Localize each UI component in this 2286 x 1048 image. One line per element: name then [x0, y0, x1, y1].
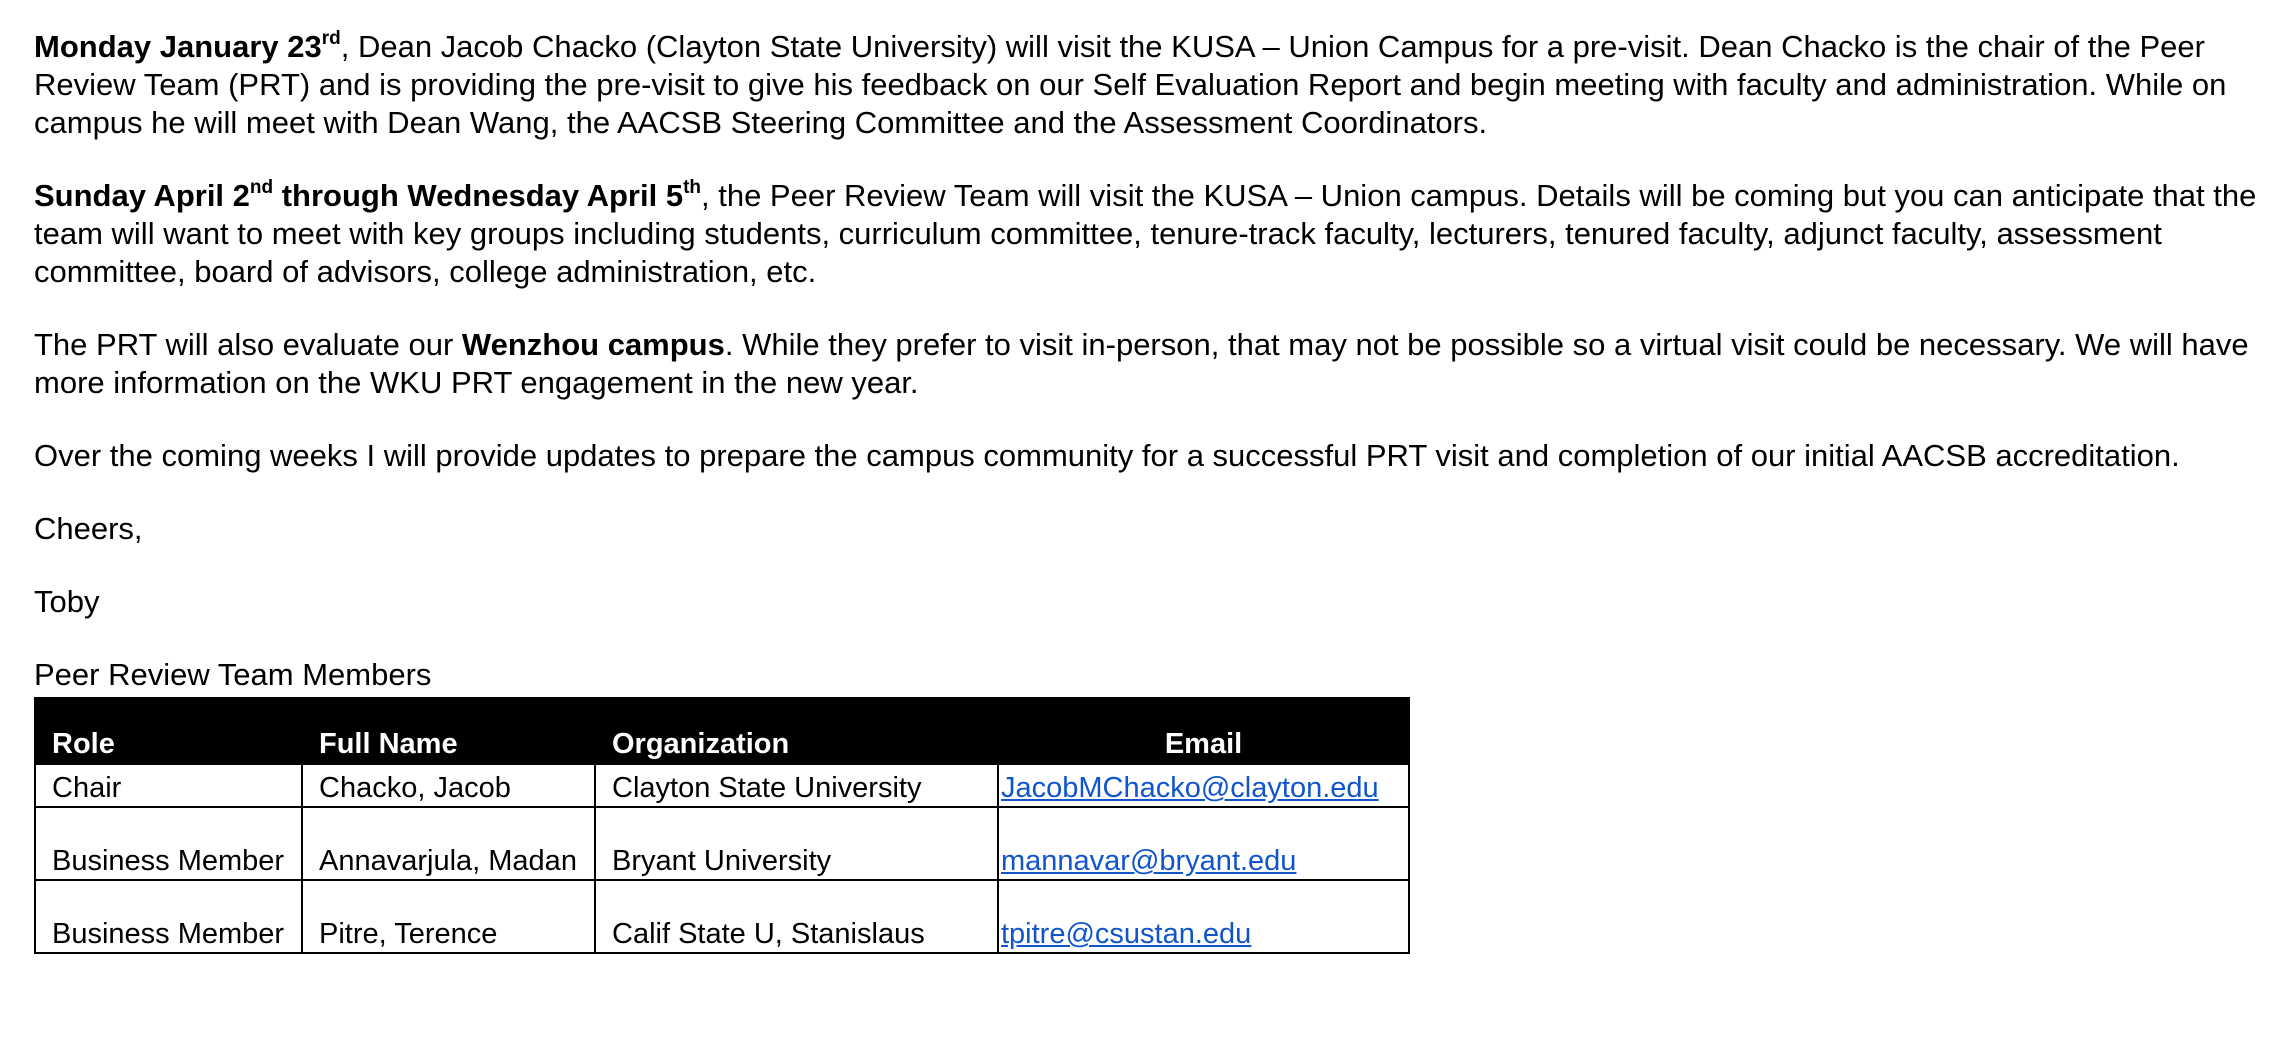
- cell-role: Chair: [35, 764, 302, 807]
- table-row: [35, 880, 1409, 953]
- email-link[interactable]: JacobMChacko@clayton.edu: [1001, 772, 1379, 804]
- cell-organization: Clayton State University: [595, 764, 998, 807]
- paragraph-wenzhou: [34, 326, 2274, 402]
- updates-text: Over the coming weeks I will provide updates to prepare the campus community for a successful PRT visit and completion of our initial AACSB accreditation.: [34, 438, 2180, 473]
- cell-organization: Bryant University: [595, 807, 998, 880]
- paragraph-visit: [34, 177, 2274, 291]
- table-header-row: [35, 698, 1409, 764]
- wenzhou-text-b: . While they prefer to visit in-person, that may not be possible so a virtual visit could be necessary. We will have more information on the WKU PRT engagement in the new year.: [34, 327, 2249, 400]
- cell-role: Business Member: [35, 807, 302, 880]
- wenzhou-text-a: The PRT will also evaluate our: [34, 327, 462, 362]
- cell-full-name: Chacko, Jacob: [302, 764, 595, 807]
- header-organization: Organization: [595, 698, 998, 764]
- visit-end-suffix: th: [683, 177, 701, 198]
- table-row: [35, 764, 1409, 807]
- previsit-date-suffix: rd: [321, 28, 341, 49]
- cell-email: [998, 880, 1409, 953]
- wenzhou-campus: Wenzhou campus: [461, 327, 725, 362]
- prt-members-table: [34, 697, 1410, 954]
- table-title: Peer Review Team Members: [34, 657, 432, 692]
- paragraph-updates: [34, 437, 2274, 475]
- visit-start-date: Sunday April 2: [34, 178, 250, 213]
- visit-text: , the Peer Review Team will visit the KUSA – Union campus. Details will be coming but you can anticipate that the team will want to meet with key groups including students, curriculum committee, tenure-track faculty, lecturers, tenured faculty, adjunct faculty, assessment committee, board of advisors, college administration, etc.: [34, 178, 2257, 289]
- closing: Cheers,: [34, 511, 143, 546]
- table-row: [35, 807, 1409, 880]
- cell-full-name: Pitre, Terence: [302, 880, 595, 953]
- header-full-name: Full Name: [302, 698, 595, 764]
- previsit-date: [34, 29, 341, 64]
- email-link[interactable]: mannavar@bryant.edu: [1001, 845, 1297, 877]
- signature: Toby: [34, 584, 100, 619]
- header-role: Role: [35, 698, 302, 764]
- header-email: Email: [998, 698, 1409, 764]
- previsit-date-text: Monday January 23: [34, 29, 322, 64]
- cell-full-name: Annavarjula, Madan: [302, 807, 595, 880]
- cell-email: [998, 764, 1409, 807]
- cell-role: Business Member: [35, 880, 302, 953]
- previsit-text: , Dean Jacob Chacko (Clayton State University) will visit the KUSA – Union Campus for a pre-visit. Dean Chacko is the chair of the Peer Review Team (PRT) and is providing the pre-visit to give his feedback on our Self Evaluation Report and begin meeting with faculty and administration. While on campus he will meet with Dean Wang, the AACSB Steering Committee and the Assessment Coordinators.: [34, 29, 2227, 140]
- cell-email: [998, 807, 1409, 880]
- paragraph-previsit: [34, 28, 2274, 142]
- visit-dates: [34, 178, 701, 213]
- visit-start-suffix: nd: [249, 177, 274, 198]
- visit-end-date: through Wednesday April 5: [273, 178, 684, 213]
- cell-organization: Calif State U, Stanislaus: [595, 880, 998, 953]
- email-link[interactable]: tpitre@csustan.edu: [1001, 918, 1252, 950]
